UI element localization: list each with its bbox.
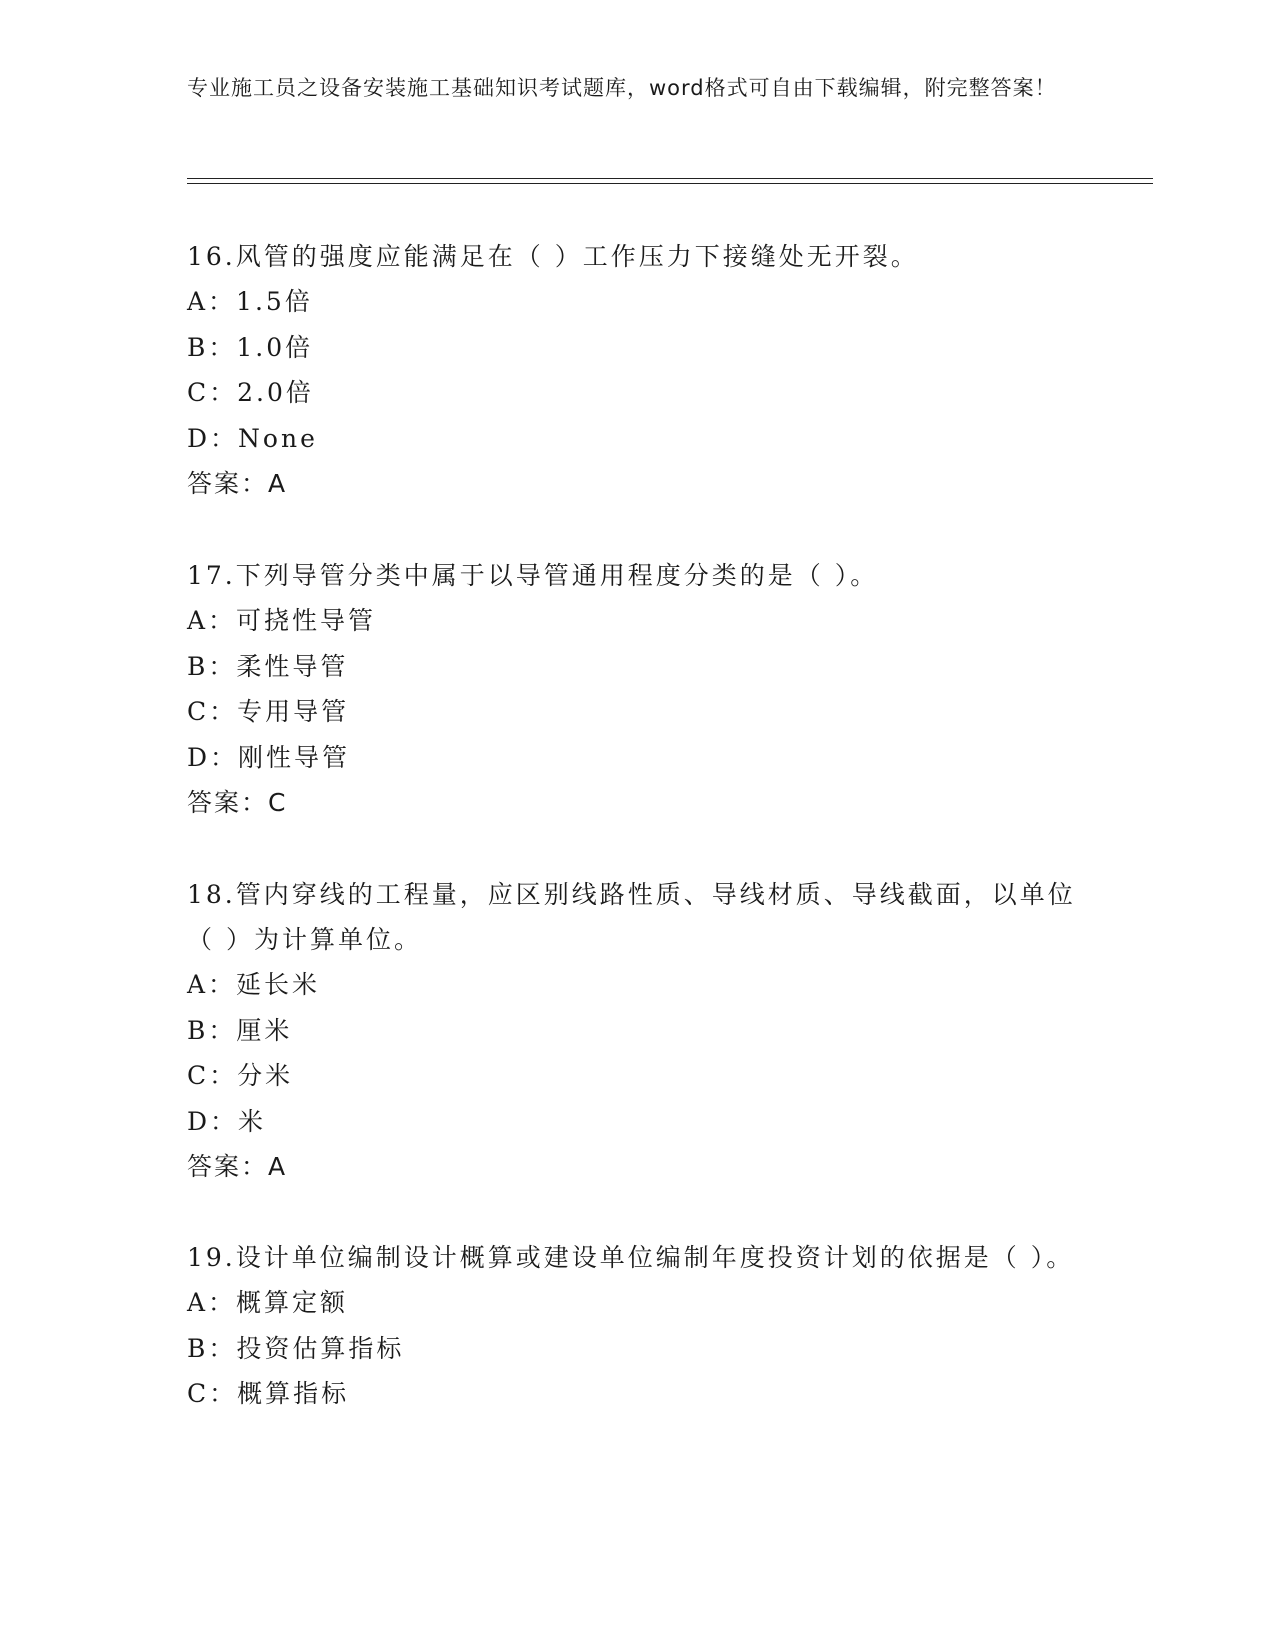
question-stem: 19.设计单位编制设计概算或建设单位编制年度投资计划的依据是（ ）。 [187,1243,1075,1272]
answer: 答案：C [187,788,288,817]
option-a: A：1.5倍 [187,287,313,316]
answer: 答案：A [187,1152,288,1181]
option-d: D：None [187,423,318,453]
answer: 答案：A [187,469,288,498]
option-c: C：概算指标 [187,1379,350,1408]
option-c: C：2.0倍 [187,378,314,407]
option-a: A：可挠性导管 [187,606,377,635]
question-17 [187,553,1087,825]
option-d: D：米 [187,1106,267,1136]
option-b: B：柔性导管 [187,651,349,681]
option-b: B：投资估算指标 [187,1333,405,1363]
document-header: 专业施工员之设备安装施工基础知识考试题库，word格式可自由下载编辑，附完整答案！ [187,76,1057,100]
question-19 [187,1235,1087,1417]
option-a: A：延长米 [187,970,321,999]
option-c: C：分米 [187,1061,294,1090]
header-divider-top [187,178,1153,179]
header-divider-bottom [187,183,1153,184]
question-stem: 18.管内穿线的工程量，应区别线路性质、导线材质、导线截面，以单位（ ）为计算单位。 [187,880,1076,954]
question-18 [187,872,1087,1189]
option-d: D：刚性导管 [187,742,351,772]
option-c: C：专用导管 [187,697,350,726]
question-stem: 16.风管的强度应能满足在（ ）工作压力下接缝处无开裂。 [187,242,919,271]
option-a: A：概算定额 [187,1288,349,1317]
option-b: B：1.0倍 [187,332,314,362]
question-stem: 17.下列导管分类中属于以导管通用程度分类的是（ ）。 [187,561,879,590]
option-b: B：厘米 [187,1015,293,1045]
question-16 [187,234,1087,506]
